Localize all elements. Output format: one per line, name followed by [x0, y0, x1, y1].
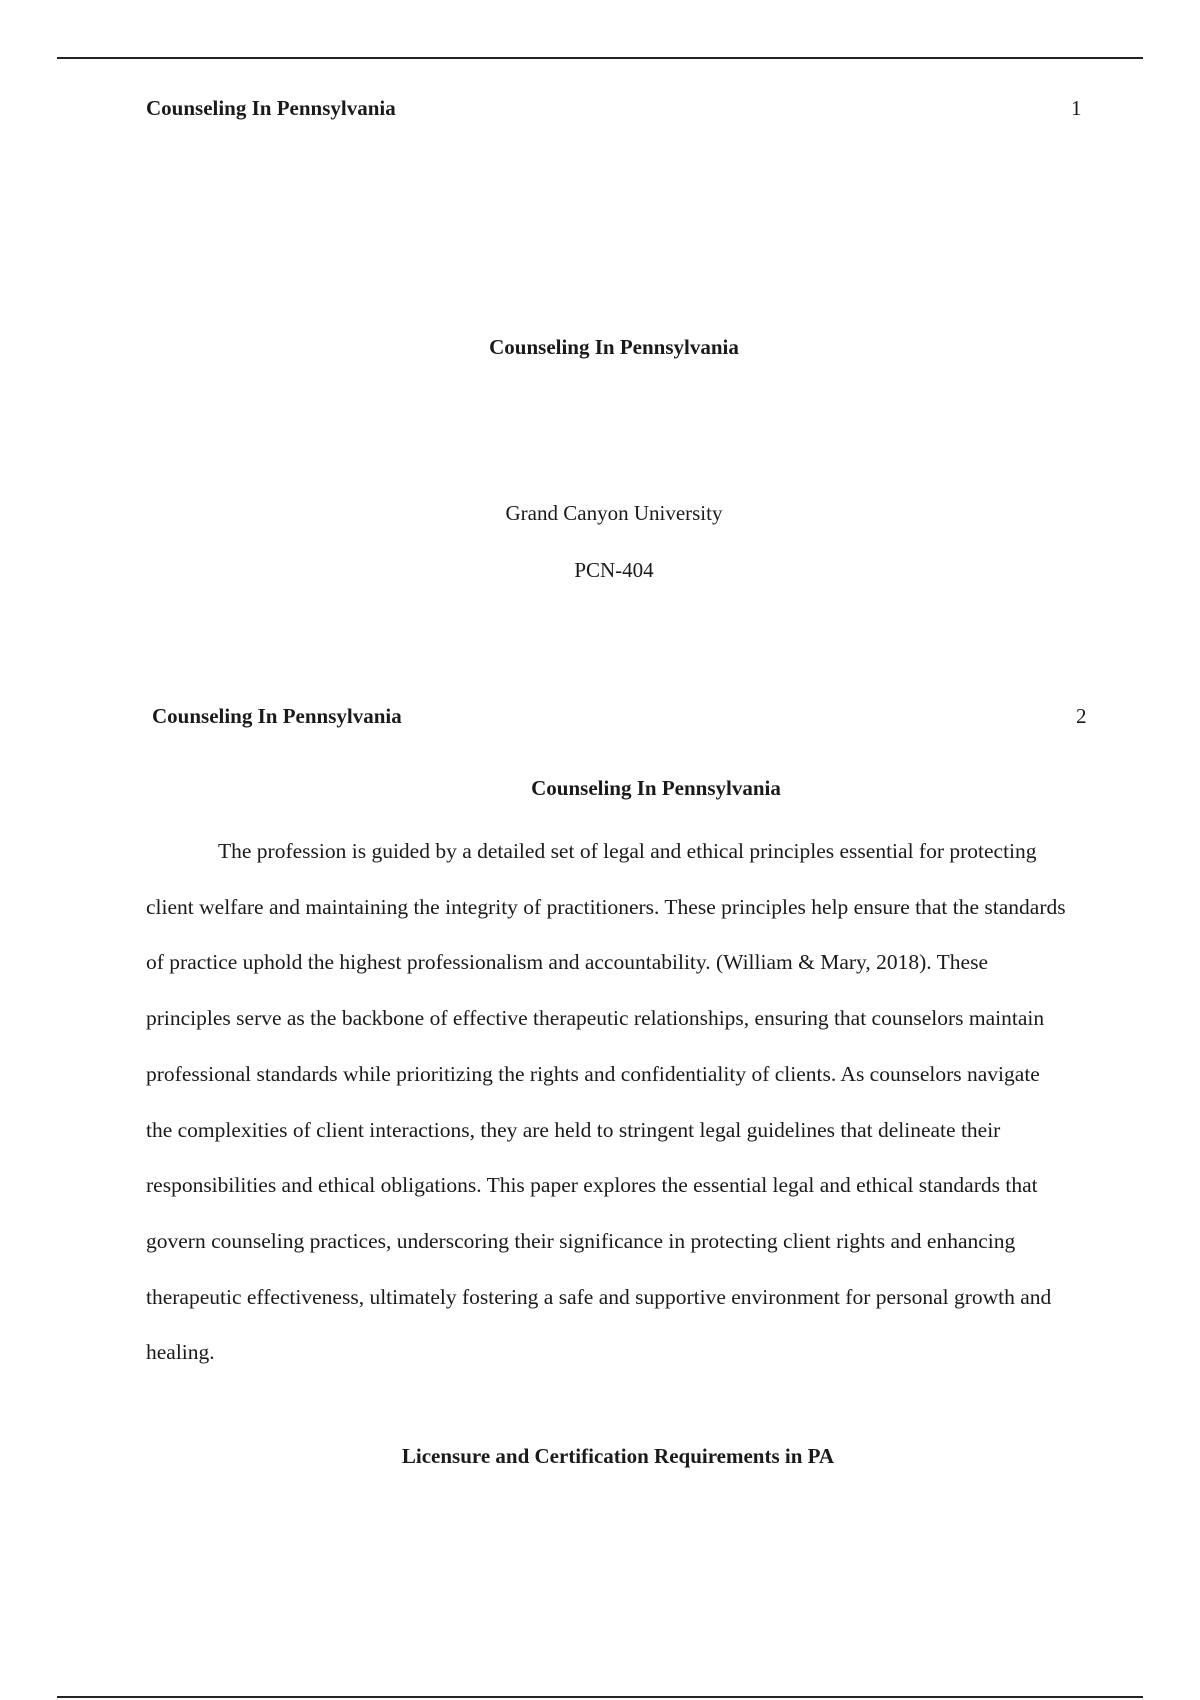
page2-subheading: Licensure and Certification Requirements in PA	[401, 1444, 835, 1468]
page1-title: Counseling In Pennsylvania	[489, 335, 739, 359]
page1-course: PCN-404	[574, 558, 654, 582]
page2-page-number: 2	[1076, 704, 1087, 728]
page-bottom-rule	[57, 1696, 1143, 1698]
page1-institution: Grand Canyon University	[505, 501, 723, 525]
page2-heading: Counseling In Pennsylvania	[531, 776, 781, 800]
page-top-rule	[57, 57, 1143, 59]
page1-page-number: 1	[1071, 96, 1082, 120]
page2-body-paragraph: The profession is guided by a detailed set of legal and ethical principles essential for protecting client welfare and maintaining the integrity of practitioners. These principles help ensure that the standards of practice uphold the highest professionalism and accountability. (William & Mary, 2018). These principles serve as the backbone of effective therapeutic relationships, ensuring that counselors maintain professional standards while prioritizing the rights and confidentiality of clients. As counselors navigate the complexities of client interactions, they are held to stringent legal guidelines that delineate their responsibilities and ethical obligations. This paper explores the essential legal and ethical standards that govern counseling practices, underscoring their significance in protecting client rights and enhancing therapeutic effectiveness, ultimately fostering a safe and supportive environment for personal growth and healing.	[146, 839, 1066, 1365]
page2-running-head: Counseling In Pennsylvania	[152, 704, 402, 728]
page1-running-head: Counseling In Pennsylvania	[146, 96, 396, 120]
